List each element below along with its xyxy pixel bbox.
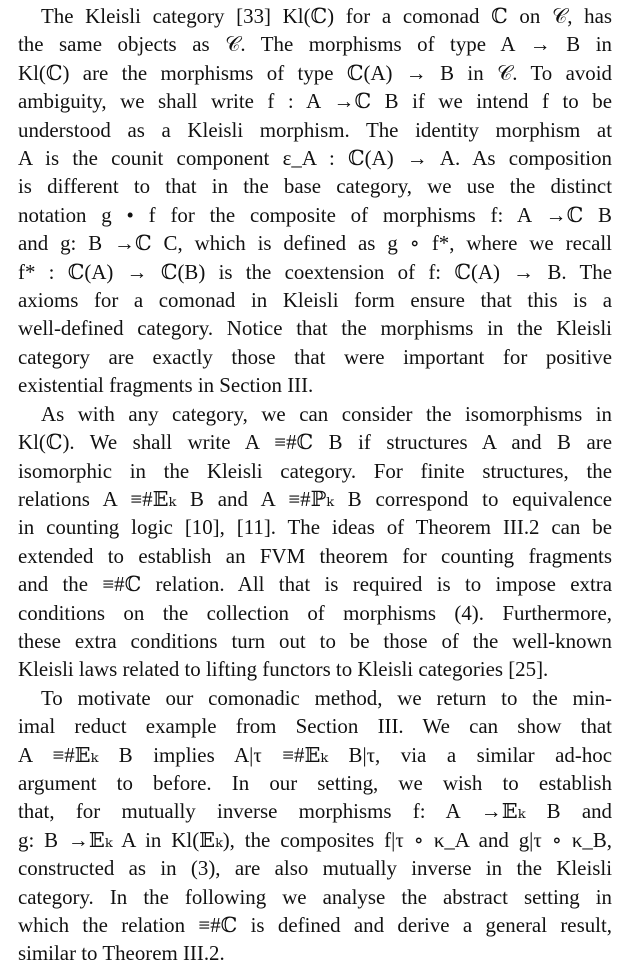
text-line: understood as a Kleisli morphism. The identity morphism at [18,117,612,142]
text-line: argument to before. In our setting, we wish to establish [18,770,612,795]
text-line: A ≡#𝔼ₖ B implies A|τ ≡#𝔼ₖ B|τ, via a similar ad-hoc [18,742,612,767]
text-line: similar to Theorem III.2. [18,941,225,966]
text-line: notation g • f for the composite of morphisms f: A →ℂ B [18,202,612,227]
text-line: The Kleisli category [33] Kl(ℂ) for a comonad ℂ on 𝒞, has [41,4,612,28]
text-line: isomorphic in the Kleisli category. For finite structures, the [18,458,612,483]
text-line: imal reduct example from Section III. We can show that [18,714,612,739]
text-line: As with any category, we can consider the isomorphisms in [41,401,612,426]
text-line: constructed as in (3), are also mutually inverse in the Kleisli [18,856,612,881]
paragraph-comonadic-method [18,684,612,968]
text-line: Kl(ℂ) are the morphisms of type ℂ(A) → B in 𝒞. To avoid [18,60,612,85]
text-line: category. In the following we analyse the abstract setting in [18,884,612,909]
text-line: f* : ℂ(A) → ℂ(B) is the coextension of f: ℂ(A) → B. The [18,259,612,284]
text-line: conditions on the collection of morphisms (4). Furthermore, [18,600,612,625]
text-line: and g: B →ℂ C, which is defined as g ∘ f*, where we recall [18,231,612,256]
text-line: axioms for a comonad in Kleisli form ensure that this is a [18,288,612,313]
text-line: in counting logic [10], [11]. The ideas of Theorem III.2 can be [18,515,612,540]
text-line: is different to that in the base category, we use the distinct [18,174,612,199]
text-line: category are exactly those that were important for positive [18,344,612,369]
text-line: relations A ≡#𝔼ₖ B and A ≡#ℙₖ B correspond to equivalence [18,486,612,511]
text-line: ambiguity, we shall write f : A →ℂ B if we intend f to be [18,89,612,114]
text-line: the same objects as 𝒞. The morphisms of type A → B in [18,32,612,57]
text-line: these extra conditions turn out to be those of the well-known [18,628,612,653]
text-line: Kl(ℂ). We shall write A ≡#ℂ B if structures A and B are [18,430,612,455]
text-line: well-defined category. Notice that the morphisms in the Kleisli [18,316,612,341]
text-line: which the relation ≡#ℂ is defined and derive a general result, [18,913,612,937]
text-line: To motivate our comonadic method, we return to the min- [41,685,612,710]
text-line: Kleisli laws related to lifting functors to Kleisli categories [25]. [18,657,549,682]
paragraph-isomorphisms [18,400,612,684]
text-line: that, for mutually inverse morphisms f: A →𝔼ₖ B and [18,799,612,824]
text-line: A is the counit component ε_A : ℂ(A) → A. As composition [18,146,612,171]
text-line: extended to establish an FVM theorem for counting fragments [18,543,612,568]
paper-body [18,2,612,968]
text-line: existential fragments in Section III. [18,373,314,398]
text-line: and the ≡#ℂ relation. All that is required is to impose extra [18,572,612,597]
text-line: g: B →𝔼ₖ A in Kl(𝔼ₖ), the composites f|τ ∘ κ_A and g|τ ∘ κ_B, [18,827,612,852]
paragraph-kleisli-definition [18,2,612,400]
